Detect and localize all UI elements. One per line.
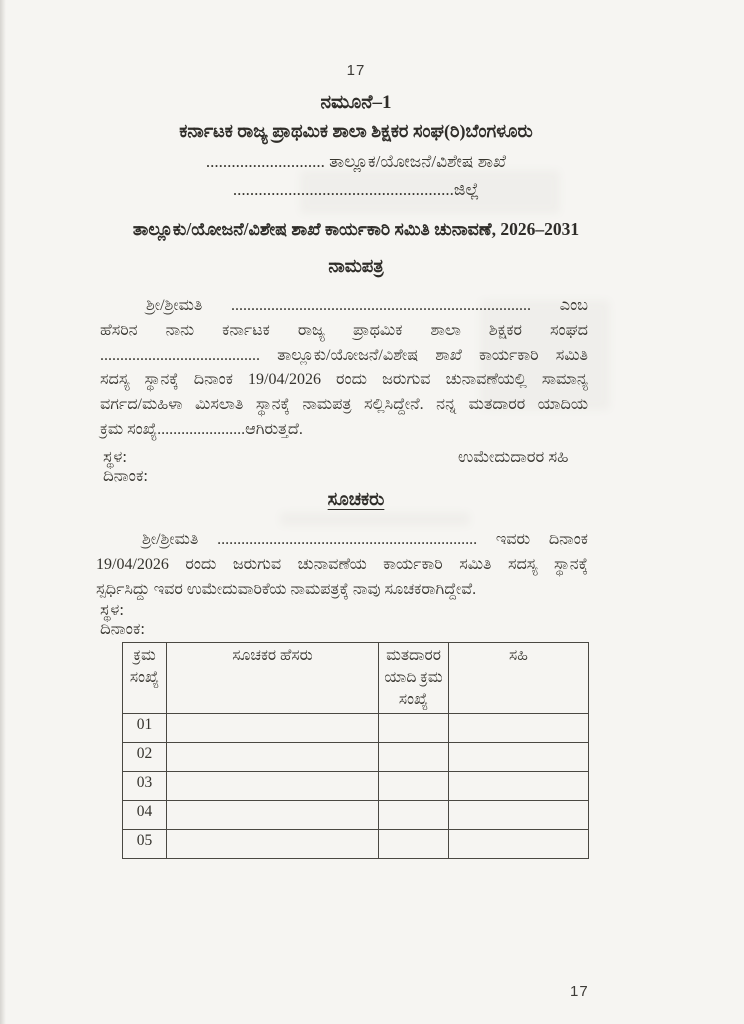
serial-no-cell: 01 [123, 714, 167, 743]
proposer-name-cell [167, 772, 379, 801]
header-proposer-name: ಸೂಚಕರ ಹೆಸರು [167, 643, 379, 714]
form-title: ನಮೂನೆ–1 [320, 92, 392, 113]
voter-serial-cell [379, 830, 449, 859]
signature-cell [449, 714, 589, 743]
proposers-heading [0, 489, 712, 510]
paragraph-line: ಶ್ರೀ/ಶ್ರೀಮತಿ ................................................................. ಇವರು ದಿನಾಂಕ [142, 531, 588, 548]
table-row [123, 714, 589, 743]
header-signature: ಸಹಿ [449, 643, 589, 714]
serial-no-cell: 03 [123, 772, 167, 801]
voter-serial-cell [379, 801, 449, 830]
proposer-name-cell [167, 743, 379, 772]
nomination-date-label: ದಿನಾಂಕ: [103, 466, 148, 485]
serial-no-cell: 02 [123, 743, 167, 772]
signature-cell [449, 801, 589, 830]
page-number-bottom: 17 [570, 983, 589, 1000]
signature-cell [449, 830, 589, 859]
table-row [123, 743, 589, 772]
paragraph-line: ಹೆಸರಿನ ನಾನು ಕರ್ನಾಟಕ ರಾಜ್ಯ ಪ್ರಾಥಮಿಕ ಶಾಲಾ ಶಿಕ್ಷಕರ ಸಂಘದ [100, 321, 588, 339]
signature-cell [449, 772, 589, 801]
election-title: ತಾಲ್ಲೂಕು/ಯೋಜನೆ/ವಿಶೇಷ ಶಾಖೆ ಕಾರ್ಯಕಾರಿ ಸಮಿತಿ ಚುನಾವಣೆ, 2026–2031 [132, 219, 580, 239]
paragraph-line: ........................................ ತಾಲ್ಲೂಕು/ಯೋಜನೆ/ವಿಶೇಷ ಶಾಖೆ ಕಾರ್ಯಕಾರಿ ಸಮಿತಿ [100, 346, 588, 364]
voter-serial-cell [379, 772, 449, 801]
proposer-name-cell [167, 830, 379, 859]
paragraph-line: ಸ್ಪರ್ಧಿಸಿದ್ದು ಇವರ ಉಮೇದುವಾರಿಕೆಯ ನಾಮಪತ್ರಕ್ಕೆ ನಾವು ಸೂಚಕರಾಗಿದ್ದೇವೆ. [96, 580, 477, 598]
header-voter-list-serial: ಮತದಾರರ ಯಾದಿ ಕ್ರಮ ಸಂಖ್ಯೆ [379, 643, 449, 714]
candidate-signature-label: ಉಮೇದುದಾರರ ಸಹಿ [458, 447, 569, 466]
proposer-name-cell [167, 801, 379, 830]
org-name: ಕರ್ನಾಟಕ ರಾಜ್ಯ ಪ್ರಾಥಮಿಕ ಶಾಲಾ ಶಿಕ್ಷಕರ ಸಂಘ(ರಿ)ಬೆಂಗಳೂರು [179, 121, 533, 141]
nomination-place-label: ಸ್ಥಳ: [103, 447, 127, 466]
table-row [123, 830, 589, 859]
proposers-date-label: ದಿನಾಂಕ: [100, 619, 145, 638]
proposers-table [122, 642, 589, 859]
branch-fill-line: ............................ ತಾಲ್ಲೂಕ/ಯೋಜನೆ/ವಿಶೇಷ ಶಾಖೆ [205, 152, 507, 171]
page-number-top [0, 62, 712, 80]
proposer-table-body [123, 714, 589, 859]
page-number-top-text: 17 [346, 62, 366, 79]
proposers-place-label: ಸ್ಥಳ: [100, 600, 124, 619]
nomination-heading: ನಾಮಪತ್ರ [328, 256, 384, 276]
paragraph-line: ವರ್ಗದ/ಮಹಿಳಾ ಮಿಸಲಾತಿ ಸ್ಥಾನಕ್ಕೆ ನಾಮಪತ್ರ ಸಲ್ಲಿಸಿದ್ದೇನೆ. ನನ್ನ ಮತದಾರರ ಯಾದಿಯ [100, 396, 588, 414]
paragraph-line: ಸದಸ್ಯ ಸ್ಥಾನಕ್ಕೆ ದಿನಾಂಕ 19/04/2026 ರಂದು ಜರುಗುವ ಚುನಾವಣೆಯಲ್ಲಿ ಸಾಮಾನ್ಯ [100, 371, 588, 389]
proposer-name-cell [167, 714, 379, 743]
district-fill-line: ....................................................ಜಿಲ್ಲೆ [232, 180, 480, 199]
proposers-paragraph [96, 528, 588, 602]
table-row [123, 801, 589, 830]
paragraph-line: 19/04/2026 ರಂದು ಜರುಗುವ ಚುನಾವಣೆಯ ಕಾರ್ಯಕಾರಿ ಸಮಿತಿ ಸದಸ್ಯ ಸ್ಥಾನಕ್ಕೆ [96, 555, 588, 573]
paragraph-line: ಶ್ರೀ/ಶ್ರೀಮತಿ ........................................................................... ಎಂಬ [146, 297, 588, 314]
table-row [123, 772, 589, 801]
signature-cell [449, 743, 589, 772]
header-serial-no: ಕ್ರಮ ಸಂಖ್ಯೆ [123, 643, 167, 714]
voter-serial-cell [379, 714, 449, 743]
voter-serial-cell [379, 743, 449, 772]
nomination-paragraph [100, 294, 588, 443]
proposers-heading-text: ಸೂಚಕರು [327, 489, 385, 509]
serial-no-cell: 04 [123, 801, 167, 830]
paragraph-line: ಕ್ರಮ ಸಂಖ್ಯೆ......................ಆಗಿರುತ್ತದೆ. [100, 420, 303, 438]
serial-no-cell: 05 [123, 830, 167, 859]
table-header-row [123, 643, 589, 714]
scan-artifact [280, 512, 470, 526]
